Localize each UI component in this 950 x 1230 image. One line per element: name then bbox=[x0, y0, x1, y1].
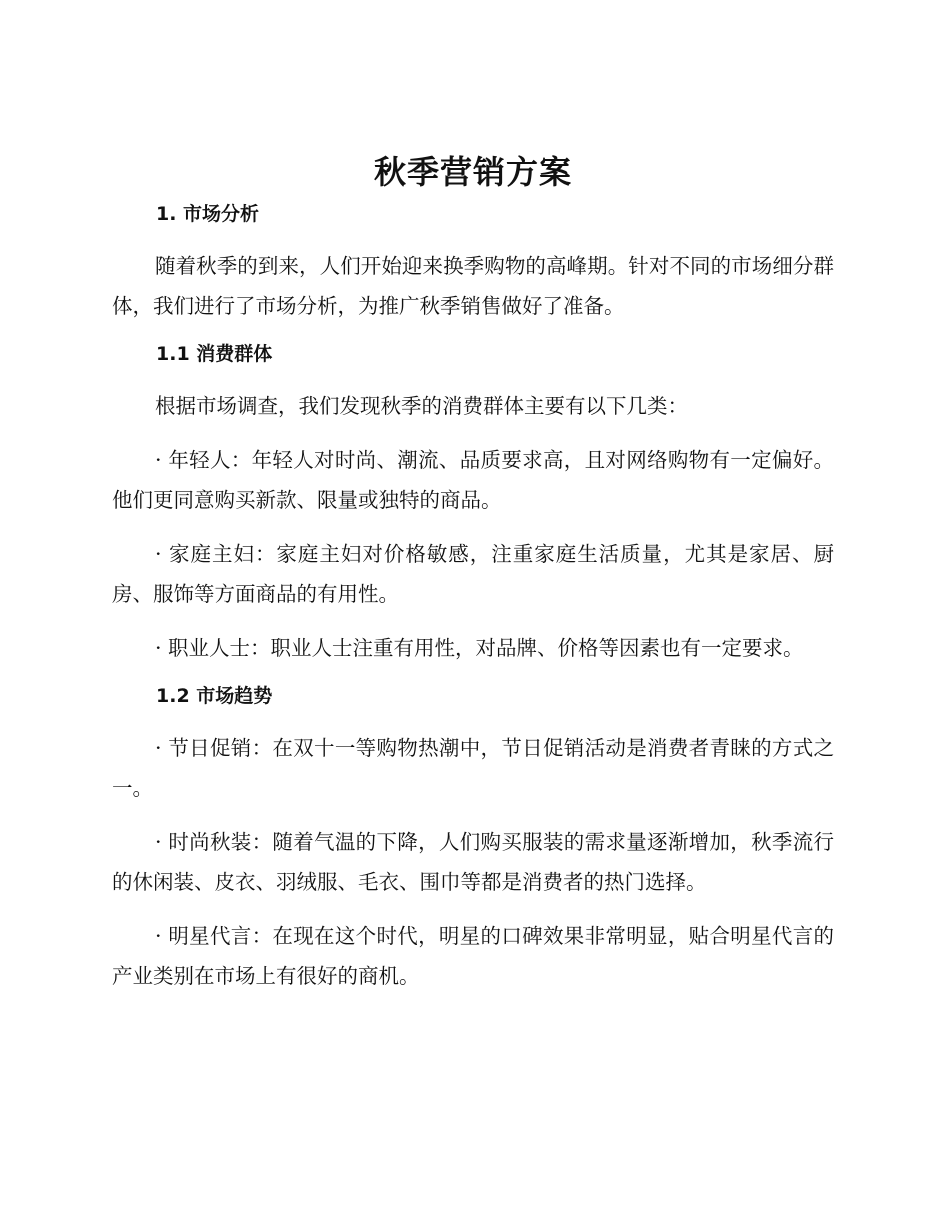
paragraph-consumer-intro: 根据市场调查，我们发现秋季的消费群体主要有以下几类： bbox=[155, 394, 688, 418]
list-item-celebrity-endorsement: · 明星代言：在现在这个时代，明星的口碑效果非常明显，贴合明星代言的产业类别在市场上有很好的商机。 bbox=[112, 924, 834, 988]
list-item-young-people: · 年轻人：年轻人对时尚、潮流、品质要求高，且对网络购物有一定偏好。他们更同意购买新款、限量或独特的商品。 bbox=[112, 448, 834, 512]
document-title: 秋季营销方案 bbox=[373, 153, 572, 191]
list-item-holiday-promotion: · 节日促销：在双十一等购物热潮中，节日促销活动是消费者青睐的方式之一。 bbox=[112, 736, 834, 800]
heading-market-trends: 1.2 市场趋势 bbox=[156, 685, 273, 707]
paragraph-market-analysis: 随着秋季的到来，人们开始迎来换季购物的高峰期。针对不同的市场细分群体，我们进行了市场分析，为推广秋季销售做好了准备。 bbox=[112, 254, 834, 318]
list-item-professionals: · 职业人士：职业人士注重有用性，对品牌、价格等因素也有一定要求。 bbox=[155, 636, 804, 660]
list-item-autumn-fashion: · 时尚秋装：随着气温的下降，人们购买服装的需求量逐渐增加，秋季流行的休闲装、皮衣、羽绒服、毛衣、围巾等都是消费者的热门选择。 bbox=[112, 830, 834, 894]
list-item-housewives: · 家庭主妇：家庭主妇对价格敏感，注重家庭生活质量，尤其是家居、厨房、服饰等方面商品的有用性。 bbox=[112, 542, 834, 606]
document-page bbox=[112, 150, 834, 996]
heading-consumer-groups: 1.1 消费群体 bbox=[156, 343, 273, 365]
heading-market-analysis: 1. 市场分析 bbox=[156, 203, 260, 225]
